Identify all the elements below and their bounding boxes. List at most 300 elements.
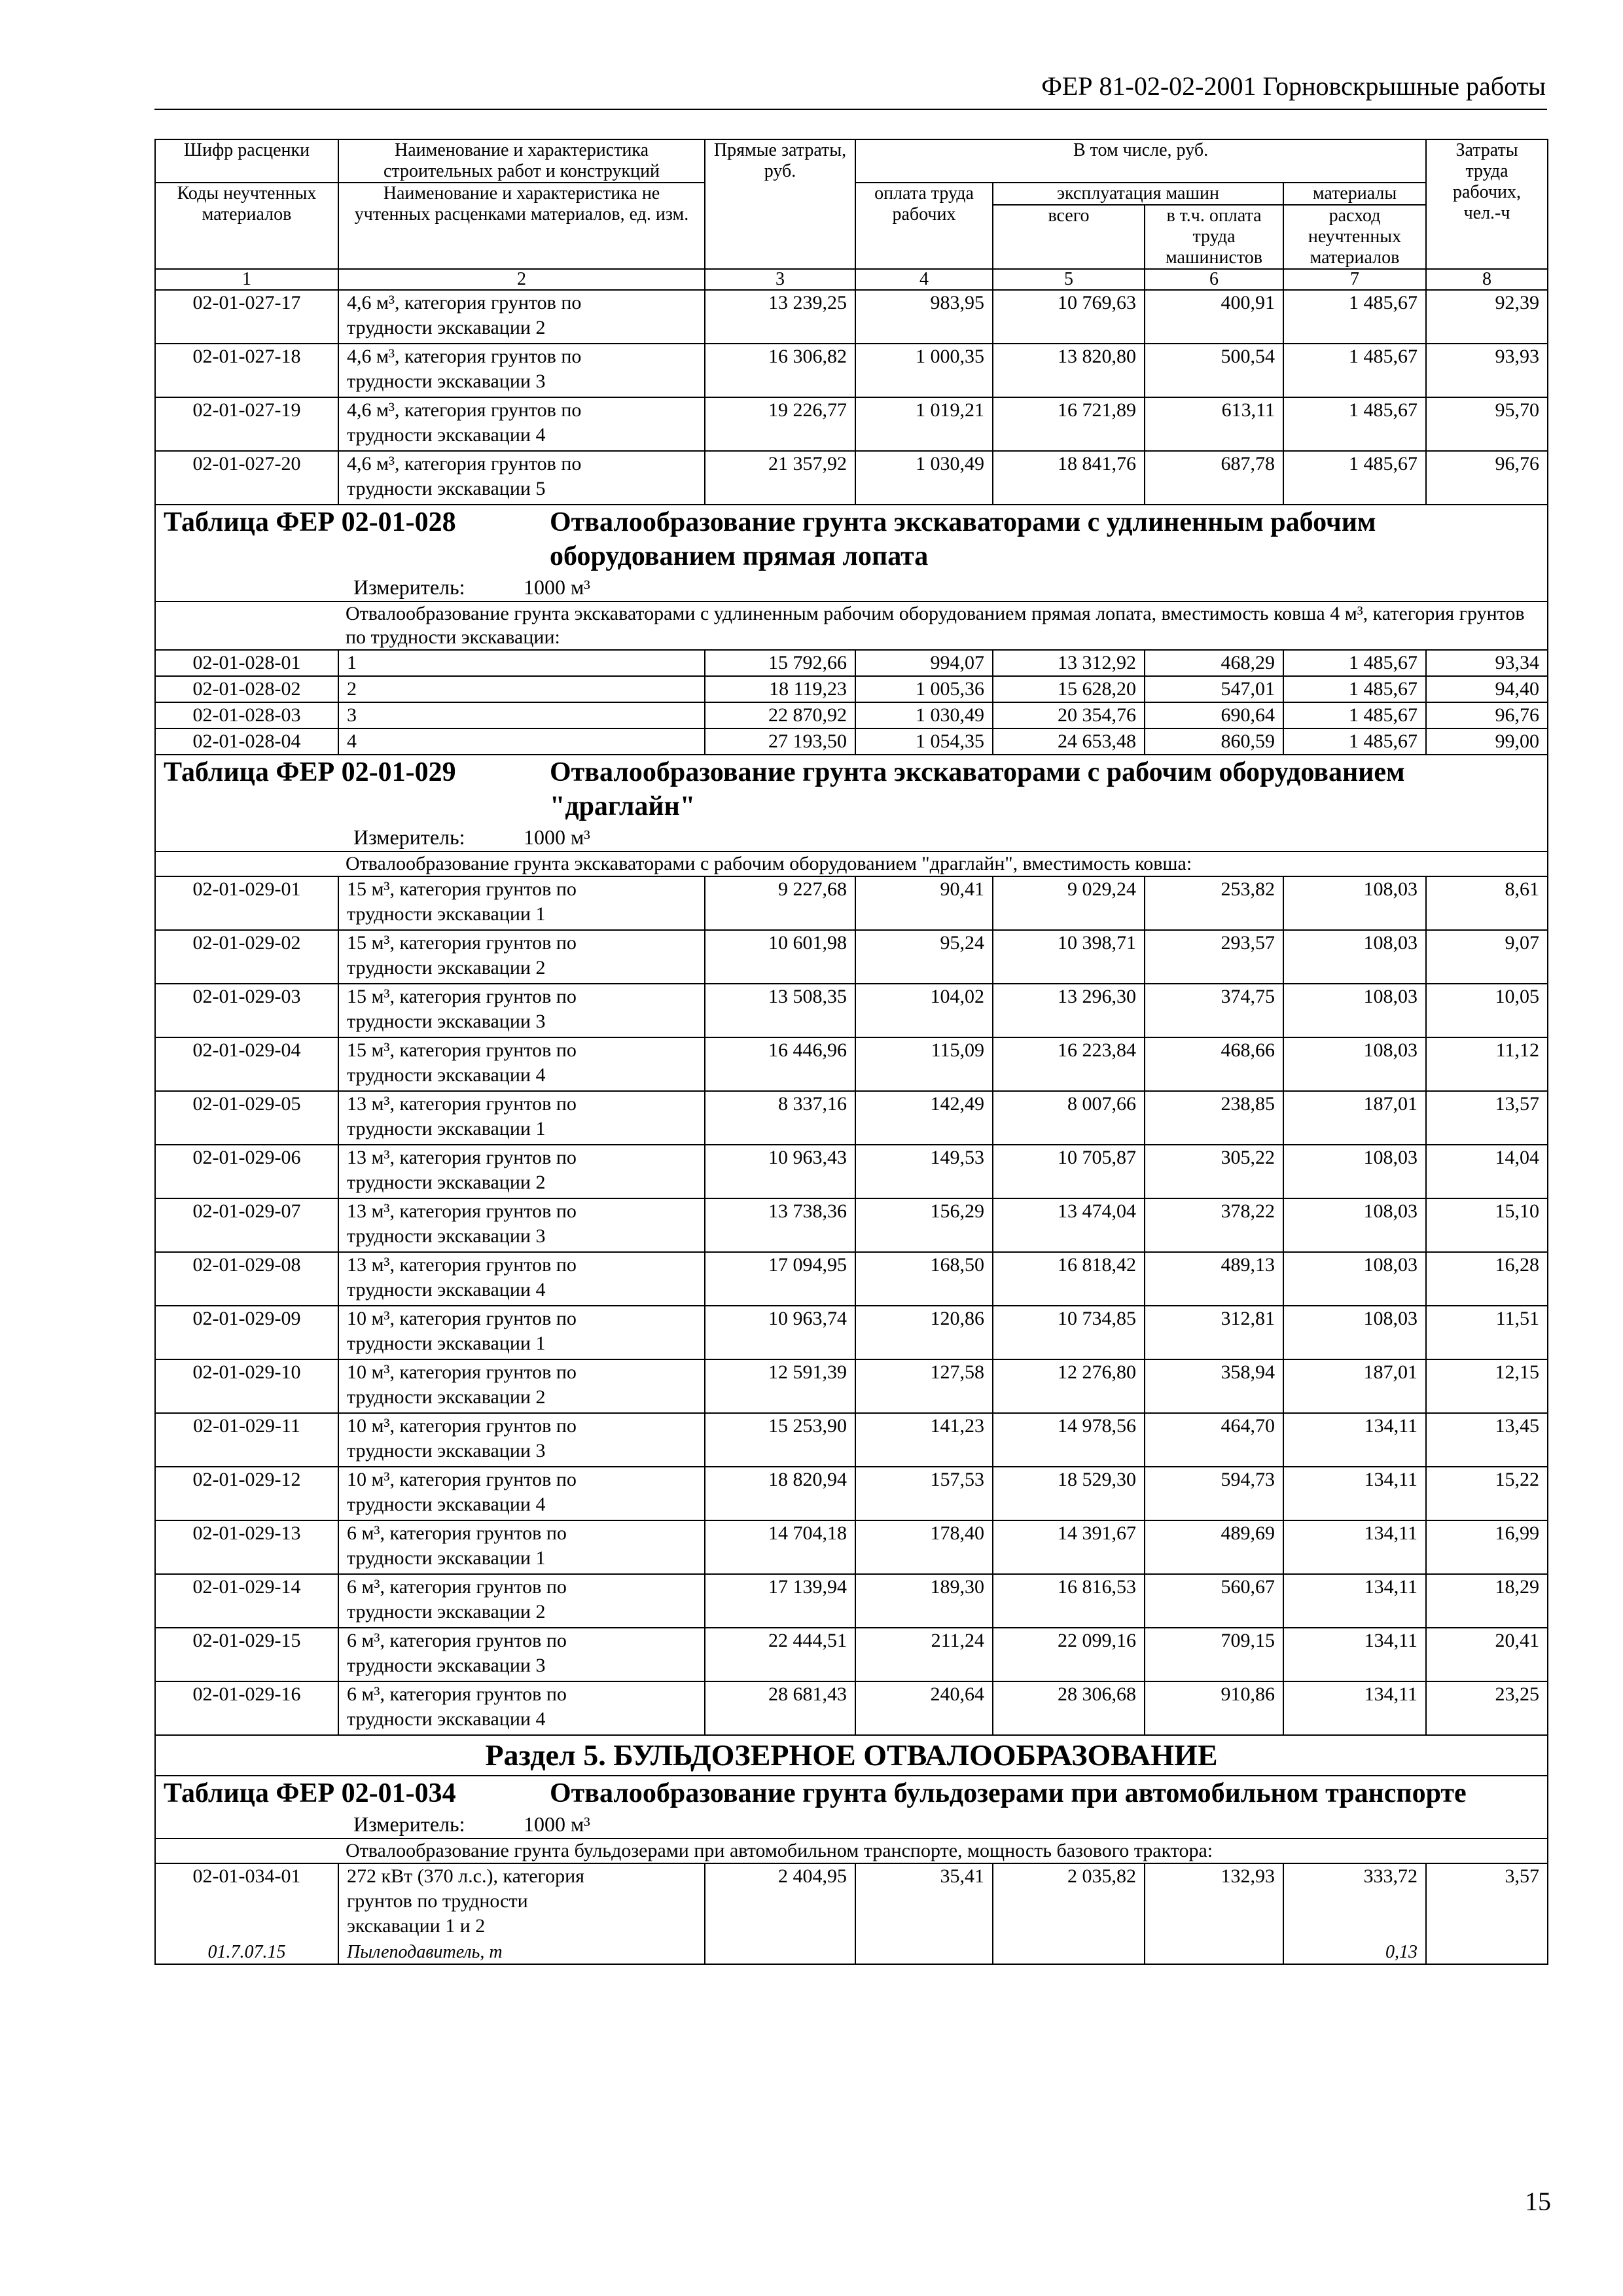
direct-costs-value: 22 870,92	[705, 702, 855, 728]
labor-hours-value: 12,15	[1426, 1359, 1548, 1413]
rate-code: 02-01-029-15	[155, 1628, 338, 1681]
machines-total-value: 14 978,56	[993, 1413, 1145, 1467]
description-line: 15 м³, категория грунтов по	[347, 932, 577, 954]
direct-costs-header: Прямые затраты, руб.	[705, 139, 855, 269]
rate-code: 02-01-028-02	[155, 676, 338, 702]
direct-costs-value: 13 738,36	[705, 1198, 855, 1252]
description-line: 6 м³, категория грунтов по	[347, 1683, 567, 1705]
table-body	[155, 139, 1548, 1964]
description-line: трудности экскавации 2	[347, 1172, 546, 1193]
labor-hours-value: 11,12	[1426, 1037, 1548, 1091]
rate-code: 02-01-028-04	[155, 728, 338, 755]
rate-description	[338, 984, 705, 1037]
labor-pay-value: 1 030,49	[855, 702, 993, 728]
description-line: 4,6 м³, категория грунтов по	[347, 453, 582, 475]
description-line: трудности экскавации 5	[347, 478, 546, 499]
machinists-pay-value: 358,94	[1145, 1359, 1283, 1413]
column-number: 8	[1426, 269, 1548, 290]
materials-value: 1 485,67	[1283, 702, 1426, 728]
rate-description	[338, 290, 705, 344]
labor-hours-value: 93,93	[1426, 344, 1548, 397]
materials-value: 1 485,67	[1283, 397, 1426, 451]
table-title-row	[155, 505, 1548, 573]
machinists-pay-value: 547,01	[1145, 676, 1283, 702]
machines-total-value: 10 769,63	[993, 290, 1145, 344]
direct-costs-value: 18 119,23	[705, 676, 855, 702]
rate-description	[338, 1252, 705, 1306]
rate-code: 02-01-029-07	[155, 1198, 338, 1252]
section-row	[155, 1735, 1548, 1776]
direct-costs-value: 10 963,74	[705, 1306, 855, 1359]
materials-value: 108,03	[1283, 1198, 1426, 1252]
materials-value: 1 485,67	[1283, 451, 1426, 505]
labor-pay-value: 35,41	[855, 1863, 993, 1941]
column-number: 1	[155, 269, 338, 290]
materials-header: материалы	[1283, 183, 1426, 205]
labor-hours-value: 9,07	[1426, 930, 1548, 984]
col2-top: Наименование и характеристика строительных работ и конструкций	[338, 139, 705, 183]
labor-pay-value: 1 030,49	[855, 451, 993, 505]
description-line: экскавации 1 и 2	[347, 1915, 486, 1937]
table-row	[155, 1306, 1548, 1359]
material-name: Пылеподавитель, т	[338, 1941, 705, 1964]
direct-costs-value: 2 404,95	[705, 1863, 855, 1941]
labor-pay-value: 983,95	[855, 290, 993, 344]
description-line: трудности экскавации 3	[347, 1225, 546, 1247]
measure-row	[155, 1810, 1548, 1839]
header-rule	[154, 109, 1547, 110]
rate-code: 02-01-027-17	[155, 290, 338, 344]
table-row	[155, 930, 1548, 984]
table-title	[155, 505, 1548, 573]
description-line: 10 м³, категория грунтов по	[347, 1308, 577, 1329]
material-code: 01.7.07.15	[155, 1941, 338, 1964]
machinists-pay-value: 293,57	[1145, 930, 1283, 984]
rate-description	[338, 1574, 705, 1628]
machinists-pay-value: 132,93	[1145, 1863, 1283, 1941]
measure-value: 1000 м³	[524, 1812, 590, 1836]
description-line: 6 м³, категория грунтов по	[347, 1576, 567, 1598]
description-line: трудности экскавации 1	[347, 1333, 546, 1354]
machinists-pay-value: 910,86	[1145, 1681, 1283, 1735]
direct-costs-value: 19 226,77	[705, 397, 855, 451]
machinists-pay-value: 687,78	[1145, 451, 1283, 505]
measure	[155, 1810, 1548, 1839]
machines-total-value: 16 816,53	[993, 1574, 1145, 1628]
machines-total-value: 13 312,92	[993, 650, 1145, 676]
column-number: 2	[338, 269, 705, 290]
labor-pay-value: 1 005,36	[855, 676, 993, 702]
description-line: 10 м³, категория грунтов по	[347, 1469, 577, 1490]
direct-costs-value: 17 139,94	[705, 1574, 855, 1628]
description-line: 13 м³, категория грунтов по	[347, 1200, 577, 1222]
materials-value: 108,03	[1283, 1306, 1426, 1359]
rate-code: 02-01-027-19	[155, 397, 338, 451]
labor-hours-value: 94,40	[1426, 676, 1548, 702]
labor-hours-value: 92,39	[1426, 290, 1548, 344]
machines-total-value: 28 306,68	[993, 1681, 1145, 1735]
table-name: Отвалообразование грунта экскаваторами с удлиненным рабочим оборудованием прямая лопата	[550, 507, 1376, 571]
table-row	[155, 650, 1548, 676]
labor-pay-value: 115,09	[855, 1037, 993, 1091]
description-line: трудности экскавации 2	[347, 317, 546, 338]
table-row	[155, 344, 1548, 397]
measure	[155, 823, 1548, 852]
machines-total-value: 9 029,24	[993, 876, 1145, 930]
machinists-pay-header: в т.ч. оплата труда машинистов	[1145, 205, 1283, 269]
rate-code: 02-01-029-05	[155, 1091, 338, 1145]
description-line: 15 м³, категория грунтов по	[347, 986, 577, 1007]
machines-total-value: 24 653,48	[993, 728, 1145, 755]
rates-table	[154, 139, 1548, 1965]
rate-description	[338, 876, 705, 930]
description-line: грунтов по трудности	[347, 1890, 528, 1912]
description-line: 4,6 м³, категория грунтов по	[347, 399, 582, 421]
labor-hours-value: 15,10	[1426, 1198, 1548, 1252]
machines-total-value: 10 705,87	[993, 1145, 1145, 1198]
rate-description	[338, 1306, 705, 1359]
table-row	[155, 728, 1548, 755]
rate-code: 02-01-029-11	[155, 1413, 338, 1467]
description-line: 6 м³, категория грунтов по	[347, 1630, 567, 1651]
labor-hours-value: 14,04	[1426, 1145, 1548, 1198]
empty-cell	[1426, 1941, 1548, 1964]
table-row	[155, 1863, 1548, 1941]
direct-costs-value: 9 227,68	[705, 876, 855, 930]
machinists-pay-value: 560,67	[1145, 1574, 1283, 1628]
including-header: В том числе, руб.	[855, 139, 1426, 183]
machines-header: эксплуатация машин	[993, 183, 1283, 205]
table-row	[155, 451, 1548, 505]
page-number: 15	[1525, 2187, 1551, 2216]
description-line: трудности экскавации 1	[347, 903, 546, 925]
machinists-pay-value: 489,13	[1145, 1252, 1283, 1306]
rate-code: 02-01-029-08	[155, 1252, 338, 1306]
table-row	[155, 1145, 1548, 1198]
rate-code: 02-01-029-04	[155, 1037, 338, 1091]
machines-total-header: всего	[993, 205, 1145, 269]
rate-description	[338, 451, 705, 505]
col1-top: Шифр расценки	[155, 139, 338, 183]
direct-costs-value: 13 508,35	[705, 984, 855, 1037]
description-line: трудности экскавации 3	[347, 1440, 546, 1462]
machines-total-value: 10 398,71	[993, 930, 1145, 984]
labor-pay-value: 1 000,35	[855, 344, 993, 397]
labor-pay-value: 1 054,35	[855, 728, 993, 755]
materials-value: 108,03	[1283, 930, 1426, 984]
description-line: трудности экскавации 2	[347, 1386, 546, 1408]
measure-value: 1000 м³	[524, 575, 590, 599]
rate-code: 02-01-029-14	[155, 1574, 338, 1628]
materials-value: 108,03	[1283, 1037, 1426, 1091]
labor-pay-value: 211,24	[855, 1628, 993, 1681]
description-line: трудности экскавации 2	[347, 957, 546, 978]
description-line: трудности экскавации 3	[347, 1655, 546, 1676]
rate-description	[338, 1037, 705, 1091]
labor-pay-value: 994,07	[855, 650, 993, 676]
labor-pay-value: 240,64	[855, 1681, 993, 1735]
labor-hours-value: 18,29	[1426, 1574, 1548, 1628]
direct-costs-value: 13 239,25	[705, 290, 855, 344]
table-row	[155, 984, 1548, 1037]
labor-pay-value: 189,30	[855, 1574, 993, 1628]
description-line: трудности экскавации 4	[347, 1279, 546, 1300]
table-row	[155, 1628, 1548, 1681]
measure-value: 1000 м³	[524, 825, 590, 849]
labor-pay-value: 142,49	[855, 1091, 993, 1145]
description-line: 15 м³, категория грунтов по	[347, 878, 577, 900]
rate-description	[338, 1681, 705, 1735]
column-number: 7	[1283, 269, 1426, 290]
measure-label: Измеритель:	[353, 575, 465, 599]
labor-hours-value: 96,76	[1426, 702, 1548, 728]
description-line: 6 м³, категория грунтов по	[347, 1522, 567, 1544]
materials-value: 134,11	[1283, 1681, 1426, 1735]
machinists-pay-value: 312,81	[1145, 1306, 1283, 1359]
labor-hours-value: 10,05	[1426, 984, 1548, 1037]
labor-hours-value: 11,51	[1426, 1306, 1548, 1359]
description-line: трудности экскавации 3	[347, 370, 546, 392]
rate-code: 02-01-029-16	[155, 1681, 338, 1735]
labor-hours-value: 93,34	[1426, 650, 1548, 676]
rate-description	[338, 1863, 705, 1941]
machines-total-value: 22 099,16	[993, 1628, 1145, 1681]
materials-value: 134,11	[1283, 1467, 1426, 1520]
labor-pay-value: 156,29	[855, 1198, 993, 1252]
labor-costs-header: Затраты труда рабочих, чел.-ч	[1426, 139, 1548, 269]
table-key: Таблица ФЕР 02-01-029	[164, 757, 456, 787]
machinists-pay-value: 305,22	[1145, 1145, 1283, 1198]
column-number: 4	[855, 269, 993, 290]
description-line: 13 м³, категория грунтов по	[347, 1254, 577, 1276]
section-title: Раздел 5. БУЛЬДОЗЕРНОЕ ОТВАЛООБРАЗОВАНИЕ	[155, 1735, 1548, 1776]
rate-code: 02-01-029-12	[155, 1467, 338, 1520]
rate-description	[338, 1198, 705, 1252]
machines-total-value: 14 391,67	[993, 1520, 1145, 1574]
direct-costs-value: 22 444,51	[705, 1628, 855, 1681]
machinists-pay-value: 400,91	[1145, 290, 1283, 344]
labor-pay-header: оплата труда рабочих	[855, 183, 993, 269]
machinists-pay-value: 238,85	[1145, 1091, 1283, 1145]
machinists-pay-value: 253,82	[1145, 876, 1283, 930]
table-row	[155, 876, 1548, 930]
direct-costs-value: 16 306,82	[705, 344, 855, 397]
machinists-pay-value: 860,59	[1145, 728, 1283, 755]
table-row	[155, 702, 1548, 728]
empty-cell	[993, 1941, 1145, 1964]
column-number-row	[155, 269, 1548, 290]
subtitle-row	[155, 601, 1548, 650]
direct-costs-value: 10 601,98	[705, 930, 855, 984]
machines-total-value: 18 841,76	[993, 451, 1145, 505]
materials-value: 108,03	[1283, 984, 1426, 1037]
direct-costs-value: 17 094,95	[705, 1252, 855, 1306]
machinists-pay-value: 464,70	[1145, 1413, 1283, 1467]
direct-costs-value: 8 337,16	[705, 1091, 855, 1145]
description-line: трудности экскавации 2	[347, 1601, 546, 1623]
machines-total-value: 18 529,30	[993, 1467, 1145, 1520]
direct-costs-value: 27 193,50	[705, 728, 855, 755]
materials-value: 187,01	[1283, 1091, 1426, 1145]
description-line: 4,6 м³, категория грунтов по	[347, 346, 582, 367]
rate-description: 4	[338, 728, 705, 755]
rate-code: 02-01-029-03	[155, 984, 338, 1037]
table-row	[155, 1681, 1548, 1735]
labor-pay-value: 95,24	[855, 930, 993, 984]
description-line: трудности экскавации 4	[347, 1064, 546, 1086]
description-line: трудности экскавации 1	[347, 1547, 546, 1569]
table-row	[155, 290, 1548, 344]
direct-costs-value: 12 591,39	[705, 1359, 855, 1413]
materials-value: 1 485,67	[1283, 650, 1426, 676]
column-number: 5	[993, 269, 1145, 290]
machines-total-value: 13 820,80	[993, 344, 1145, 397]
rate-description	[338, 1145, 705, 1198]
subtitle-row	[155, 852, 1548, 876]
materials-value: 134,11	[1283, 1520, 1426, 1574]
table-title-row	[155, 1776, 1548, 1810]
labor-hours-value: 13,57	[1426, 1091, 1548, 1145]
labor-pay-value: 178,40	[855, 1520, 993, 1574]
rate-description	[338, 1467, 705, 1520]
machinists-pay-value: 489,69	[1145, 1520, 1283, 1574]
machines-total-value: 12 276,80	[993, 1359, 1145, 1413]
rate-code: 02-01-029-10	[155, 1359, 338, 1413]
measure-label: Измеритель:	[353, 1812, 465, 1836]
description-line: 10 м³, категория грунтов по	[347, 1361, 577, 1383]
table-key: Таблица ФЕР 02-01-028	[164, 507, 456, 537]
table-subtitle: Отвалообразование грунта экскаваторами с рабочим оборудованием "драглайн", вместимость ковша:	[155, 852, 1548, 876]
materials-value: 134,11	[1283, 1628, 1426, 1681]
measure	[155, 573, 1548, 601]
description-line: 272 кВт (370 л.с.), категория	[347, 1865, 584, 1887]
rate-description	[338, 1520, 705, 1574]
measure-row	[155, 823, 1548, 852]
table-row	[155, 1037, 1548, 1091]
materials-value: 108,03	[1283, 1145, 1426, 1198]
materials-value: 108,03	[1283, 876, 1426, 930]
labor-hours-value: 16,28	[1426, 1252, 1548, 1306]
materials-value: 108,03	[1283, 1252, 1426, 1306]
machines-total-value: 15 628,20	[993, 676, 1145, 702]
description-line: 15 м³, категория грунтов по	[347, 1039, 577, 1061]
direct-costs-value: 18 820,94	[705, 1467, 855, 1520]
rate-description	[338, 1091, 705, 1145]
materials-value: 134,11	[1283, 1413, 1426, 1467]
materials-value: 187,01	[1283, 1359, 1426, 1413]
subtitle-row	[155, 1839, 1548, 1863]
materials-value: 333,72	[1283, 1863, 1426, 1941]
description-line: 10 м³, категория грунтов по	[347, 1415, 577, 1437]
machines-total-value: 20 354,76	[993, 702, 1145, 728]
direct-costs-value: 28 681,43	[705, 1681, 855, 1735]
direct-costs-value: 14 704,18	[705, 1520, 855, 1574]
table-row	[155, 397, 1548, 451]
rate-code: 02-01-029-13	[155, 1520, 338, 1574]
table-title	[155, 755, 1548, 823]
machinists-pay-value: 500,54	[1145, 344, 1283, 397]
machinists-pay-value: 468,66	[1145, 1037, 1283, 1091]
labor-hours-value: 15,22	[1426, 1467, 1548, 1520]
table-row	[155, 1091, 1548, 1145]
col1-bottom: Коды неучтенных материалов	[155, 183, 338, 269]
machines-total-value: 8 007,66	[993, 1091, 1145, 1145]
rate-code: 02-01-034-01	[155, 1863, 338, 1941]
table-row	[155, 1198, 1548, 1252]
labor-pay-value: 141,23	[855, 1413, 993, 1467]
empty-cell	[855, 1941, 993, 1964]
material-row	[155, 1941, 1548, 1964]
machines-total-value: 2 035,82	[993, 1863, 1145, 1941]
description-line: трудности экскавации 1	[347, 1118, 546, 1139]
rate-description: 3	[338, 702, 705, 728]
column-number: 6	[1145, 269, 1283, 290]
table-subtitle: Отвалообразование грунта бульдозерами при автомобильном транспорте, мощность базового трактора:	[155, 1839, 1548, 1863]
rate-code: 02-01-029-09	[155, 1306, 338, 1359]
machinists-pay-value: 468,29	[1145, 650, 1283, 676]
description-line: трудности экскавации 4	[347, 1708, 546, 1730]
table-row	[155, 1574, 1548, 1628]
running-header: ФЕР 81-02-02-2001 Горновскрышные работы	[1041, 71, 1546, 101]
direct-costs-value: 16 446,96	[705, 1037, 855, 1091]
materials-value: 134,11	[1283, 1574, 1426, 1628]
table-title	[155, 1776, 1548, 1810]
direct-costs-value: 15 253,90	[705, 1413, 855, 1467]
machines-total-value: 13 474,04	[993, 1198, 1145, 1252]
rate-description: 1	[338, 650, 705, 676]
rate-code: 02-01-029-02	[155, 930, 338, 984]
description-line: трудности экскавации 4	[347, 1494, 546, 1515]
description-line: трудности экскавации 3	[347, 1011, 546, 1032]
empty-cell	[705, 1941, 855, 1964]
rate-code: 02-01-028-03	[155, 702, 338, 728]
column-number: 3	[705, 269, 855, 290]
machinists-pay-value: 594,73	[1145, 1467, 1283, 1520]
labor-pay-value: 1 019,21	[855, 397, 993, 451]
labor-pay-value: 149,53	[855, 1145, 993, 1198]
materials-value: 1 485,67	[1283, 676, 1426, 702]
machinists-pay-value: 690,64	[1145, 702, 1283, 728]
machines-total-value: 16 223,84	[993, 1037, 1145, 1091]
header-row	[155, 139, 1548, 183]
description-line: 13 м³, категория грунтов по	[347, 1147, 577, 1168]
labor-pay-value: 157,53	[855, 1467, 993, 1520]
rate-code: 02-01-027-20	[155, 451, 338, 505]
labor-hours-value: 8,61	[1426, 876, 1548, 930]
table-name: Отвалообразование грунта бульдозерами при автомобильном транспорте	[550, 1778, 1467, 1808]
table-name: Отвалообразование грунта экскаваторами с рабочим оборудованием "драглайн"	[550, 757, 1405, 821]
machines-total-value: 16 818,42	[993, 1252, 1145, 1306]
description-line: трудности экскавации 4	[347, 424, 546, 446]
labor-hours-value: 95,70	[1426, 397, 1548, 451]
table-subtitle: Отвалообразование грунта экскаваторами с удлиненным рабочим оборудованием прямая лопата, вместимость ковша 4 м³, категория грунтов по трудности экскавации:	[155, 601, 1548, 650]
rate-description	[338, 397, 705, 451]
direct-costs-value: 15 792,66	[705, 650, 855, 676]
labor-hours-value: 96,76	[1426, 451, 1548, 505]
rate-code: 02-01-028-01	[155, 650, 338, 676]
labor-pay-value: 168,50	[855, 1252, 993, 1306]
labor-hours-value: 16,99	[1426, 1520, 1548, 1574]
rate-description	[338, 1413, 705, 1467]
labor-hours-value: 99,00	[1426, 728, 1548, 755]
rate-description	[338, 1628, 705, 1681]
labor-pay-value: 120,86	[855, 1306, 993, 1359]
rate-description	[338, 1359, 705, 1413]
machines-total-value: 13 296,30	[993, 984, 1145, 1037]
col2-bottom: Наименование и характеристика не учтенных расценками материалов, ед. изм.	[338, 183, 705, 269]
material-use-value: 0,13	[1283, 1941, 1426, 1964]
direct-costs-value: 21 357,92	[705, 451, 855, 505]
